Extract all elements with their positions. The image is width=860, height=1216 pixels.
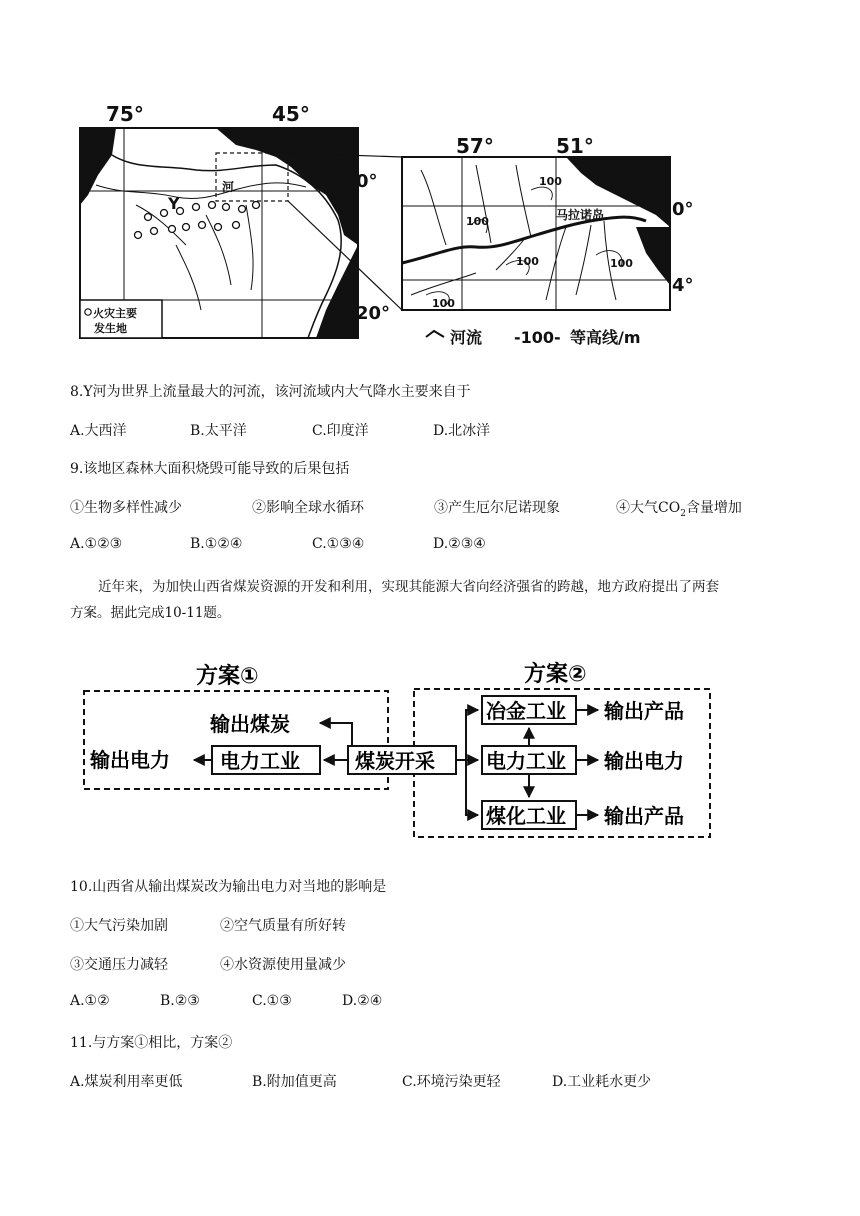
contour-label: 100	[610, 257, 633, 270]
question-9-stem: 9.该地区森林大面积烧毁可能导致的后果包括	[70, 461, 350, 477]
lon-45-label: 45°	[272, 102, 310, 126]
q9-item-4-suffix: 含量增加	[685, 500, 742, 516]
question-8-stem: 8.Y河为世界上流量最大的河流，该河流域内大气降水主要来自于	[70, 384, 471, 400]
co2-formula: CO	[658, 500, 681, 516]
lat-0-right-label: 0°	[672, 199, 694, 220]
lat-4-label: 4°	[672, 275, 694, 296]
q9-item-2: ②影响全球水循环	[252, 500, 364, 516]
metallurgy-label: 冶金工业	[486, 699, 566, 723]
river-y-label: Y	[168, 194, 180, 213]
river-legend-text: 河流	[450, 328, 483, 347]
question-11-stem: 11.与方案①相比，方案②	[70, 1035, 233, 1051]
power-industry-2-label: 电力工业	[486, 749, 566, 773]
export-power-2-label: 输出电力	[604, 749, 684, 773]
q10-item-3: ③交通压力减轻	[70, 957, 168, 973]
contour-label: 100	[539, 175, 562, 188]
legend-fire-label-2: 发生地	[94, 322, 127, 335]
q10-option-d: D.②④	[342, 993, 383, 1009]
intro-line-2: 方案。据此完成10-11题。	[70, 605, 231, 621]
q9-option-b: B.①②④	[190, 536, 243, 552]
question-10-stem: 10.山西省从输出煤炭改为输出电力对当地的影响是	[70, 879, 387, 895]
q10-item-4: ④水资源使用量减少	[220, 957, 346, 973]
q9-option-c: C.①③④	[312, 536, 365, 552]
plan1-title: 方案①	[196, 664, 259, 689]
contour-legend-text: 等高线/m	[570, 328, 641, 347]
co2-subscript: 2	[680, 508, 686, 519]
river-char-label: 河	[222, 180, 235, 194]
power-industry-label: 电力工业	[220, 749, 300, 773]
export-power-label: 输出电力	[90, 748, 170, 772]
q11-option-a: A.煤炭利用率更低	[70, 1074, 183, 1090]
lat-20-label: 20°	[356, 303, 391, 324]
lon-51-label: 51°	[556, 134, 594, 158]
q9-item-4	[616, 497, 742, 519]
q10-option-b: B.②③	[160, 993, 200, 1009]
lat-0-left-label: 0°	[356, 171, 378, 192]
export-products-2-label: 输出产品	[604, 804, 684, 828]
q9-option-a: A.①②③	[70, 536, 123, 552]
right-map	[402, 157, 670, 310]
legend-fire-label-1: 火灾主要	[93, 307, 137, 320]
q9-item-1: ①生物多样性减少	[70, 500, 182, 516]
river-legend-icon	[426, 331, 444, 337]
lon-75-label: 75°	[106, 102, 144, 126]
q10-option-a: A.①②	[70, 993, 110, 1009]
q8-option-b: B.太平洋	[190, 423, 247, 439]
coal-chemical-label: 煤化工业	[486, 804, 566, 828]
q11-option-c: C.环境污染更轻	[402, 1074, 501, 1090]
export-coal-label: 输出煤炭	[210, 712, 290, 736]
intro-line-1: 近年来，为加快山西省煤炭资源的开发和利用，实现其能源大省向经济强省的跨越，地方政府提出了两套	[98, 579, 719, 595]
export-products-1-label: 输出产品	[604, 699, 684, 723]
contour-legend-symbol: -100-	[514, 328, 561, 347]
contour-label: 100	[466, 215, 489, 228]
coal-mining-label: 煤炭开采	[355, 749, 435, 773]
q9-item-4-prefix: ④大气	[616, 500, 658, 516]
q9-option-d: D.②③④	[433, 536, 486, 552]
left-map	[80, 102, 358, 338]
plan2-title: 方案②	[524, 662, 587, 687]
q8-option-a: A.大西洋	[70, 423, 127, 439]
q8-option-d: D.北冰洋	[433, 423, 491, 439]
q10-item-2: ②空气质量有所好转	[220, 918, 346, 934]
lon-57-label: 57°	[456, 134, 494, 158]
q9-item-3: ③产生厄尔尼诺现象	[434, 500, 560, 516]
flow-figure	[76, 655, 724, 843]
q11-option-b: B.附加值更高	[252, 1074, 337, 1090]
q10-item-1: ①大气污染加剧	[70, 918, 168, 934]
contour-label: 100	[432, 297, 455, 310]
map-figure	[76, 95, 708, 357]
q10-option-c: C.①③	[252, 993, 292, 1009]
q11-option-d: D.工业耗水更少	[552, 1074, 652, 1090]
q8-option-c: C.印度洋	[312, 423, 369, 439]
island-label: 马拉诺岛	[556, 208, 605, 222]
contour-label: 100	[516, 255, 539, 268]
